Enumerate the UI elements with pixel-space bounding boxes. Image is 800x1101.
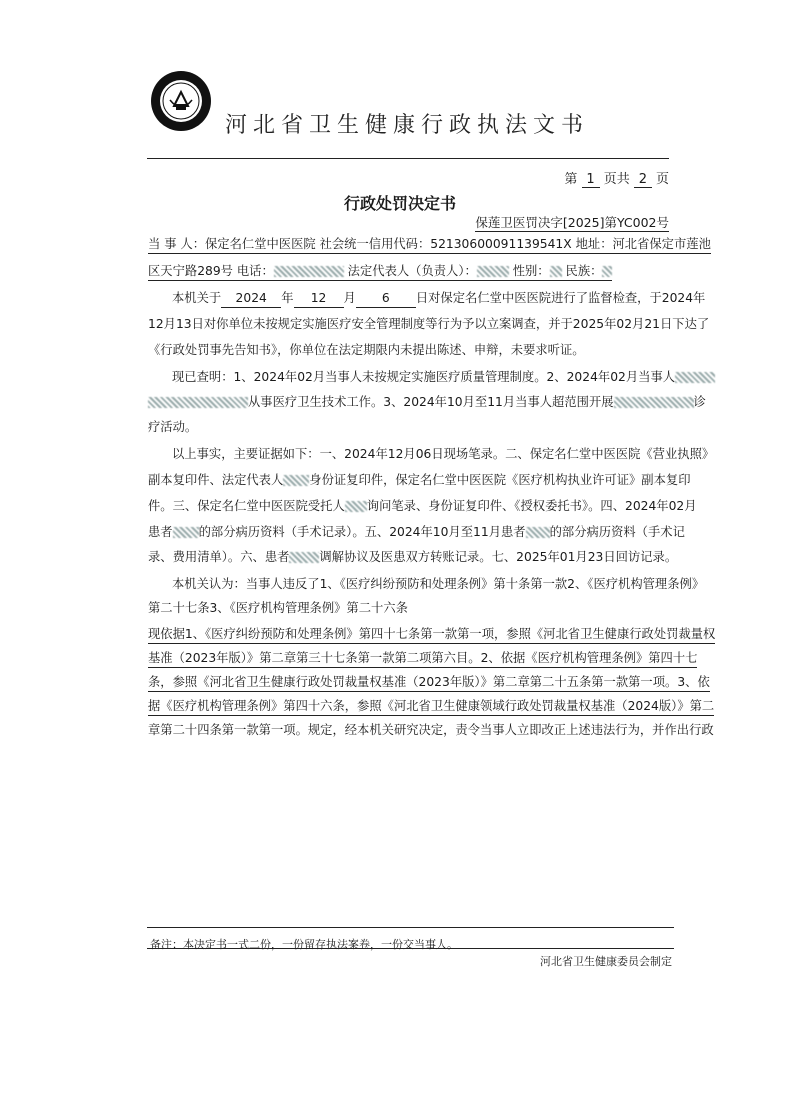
evidence-line-3: 件。三、保定名仁堂中医医院受托人 询问笔录、身份证复印件、《授权委托书》。四、2024年02月	[148, 499, 697, 513]
findings-line-2: 从事医疗卫生技术工作。3、2024年10月至11月当事人超范围开展 诊	[148, 394, 706, 411]
findings-line-3: 疗活动。	[148, 420, 198, 434]
redacted-agent	[345, 501, 367, 512]
document-number: 保莲卫医罚决字[2025]第YC002号	[475, 215, 669, 230]
document-body	[148, 236, 716, 737]
note-rule-bottom	[147, 948, 674, 949]
redacted-patient-3	[289, 552, 319, 563]
inspection-line: 本机关于 2024 年 12 月 6 日对保定名仁堂中医医院进行了监督检查，于2024年	[148, 290, 705, 307]
evidence-line-1: 以上事实，主要证据如下：一、2024年12月06日现场笔录。二、保定名仁堂中医医院《营业执照》	[172, 447, 715, 461]
basis-line-5: 章第二十四条第一款第一项。规定，经本机关研究决定，责令当事人立即改正上述违法行为，并作出行政	[148, 723, 714, 737]
basis-line-1: 现依据1、《医疗纠纷预防和处理条例》第四十七条第一款第一项，参照《河北省卫生健康行政处罚裁量权	[148, 626, 715, 644]
issuer-footer: 河北省卫生健康委员会制定	[540, 955, 672, 968]
document-title: 行政处罚决定书	[343, 194, 456, 213]
redacted-name	[477, 266, 509, 277]
page-current: 1	[582, 172, 600, 188]
party-line-2: 区天宁路289号 电话： 法定代表人（负责人）： 性别： 民族：	[148, 263, 612, 281]
remark-note: 备注：本决定书一式二份，一份留存执法案卷，一份交当事人。	[150, 938, 458, 951]
page-total: 2	[634, 172, 652, 188]
opinion-line-1: 本机关认为：当事人违反了1、《医疗纠纷预防和处理条例》第十条第一款2、《医疗机构管理条例》	[172, 577, 705, 591]
opinion-line-2: 第二十七条3、《医疗机构管理条例》第二十六条	[148, 601, 408, 615]
health-inspection-emblem	[150, 70, 212, 132]
party-line-1: 当 事 人：保定名仁堂中医医院 社会统一信用代码：52130600091139541X 地址：河北省保定市莲池	[148, 236, 711, 254]
header-title: 河北省卫生健康行政执法文书	[225, 113, 590, 138]
inspection-day: 6	[356, 290, 416, 308]
evidence-line-2: 副本复印件、法定代表人 身份证复印件，保定名仁堂中医医院《医疗机构执业许可证》副本复印	[148, 473, 691, 487]
header-rule	[147, 158, 669, 159]
evidence-line-4: 患者 的部分病历资料（手术记录）。五、2024年10月至11月患者 的部分病历资料（手术记	[148, 525, 685, 539]
case-line-3: 《行政处罚事先告知书》，你单位在法定期限内未提出陈述、申辩，未要求听证。	[148, 343, 585, 357]
redacted-phone	[274, 266, 344, 277]
basis-line-4: 据《医疗机构管理条例》第四十六条，参照《河北省卫生健康领域行政处罚裁量权基准（2024版）》第二	[148, 698, 714, 716]
redacted-ethnicity	[602, 266, 612, 277]
inspection-year: 2024	[221, 290, 281, 308]
page-number: 第 1 页共 2 页	[564, 172, 669, 187]
findings-line-1: 现已查明：1、2024年02月当事人未按规定实施医疗质量管理制度。2、2024年02月当事人	[148, 369, 715, 386]
redacted-patient-1	[173, 527, 199, 538]
redacted-person-2	[148, 397, 248, 408]
redacted-rep	[283, 475, 309, 486]
basis-line-2: 基准（2023年版）》第二章第三十七条第一款第二项第六目。2、依据《医疗机构管理条例》第四十七	[148, 650, 697, 668]
basis-line-3: 条，参照《河北省卫生健康行政处罚裁量权基准（2023年版）》第二章第二十五条第一款第一项。3、依	[148, 674, 710, 692]
inspection-month: 12	[294, 290, 344, 308]
evidence-line-5: 录、费用清单）。六、患者 调解协议及医患双方转账记录。七、2025年01月23日回访记录。	[148, 550, 678, 564]
note-rule-top	[147, 927, 674, 928]
redacted-service	[614, 397, 694, 408]
redacted-patient-2	[526, 527, 550, 538]
redacted-person-1	[675, 372, 715, 383]
case-line-2: 12月13日对你单位未按规定实施医疗安全管理制度等行为予以立案调查，并于2025年02月21日下达了	[148, 317, 710, 331]
redacted-gender	[550, 266, 562, 277]
